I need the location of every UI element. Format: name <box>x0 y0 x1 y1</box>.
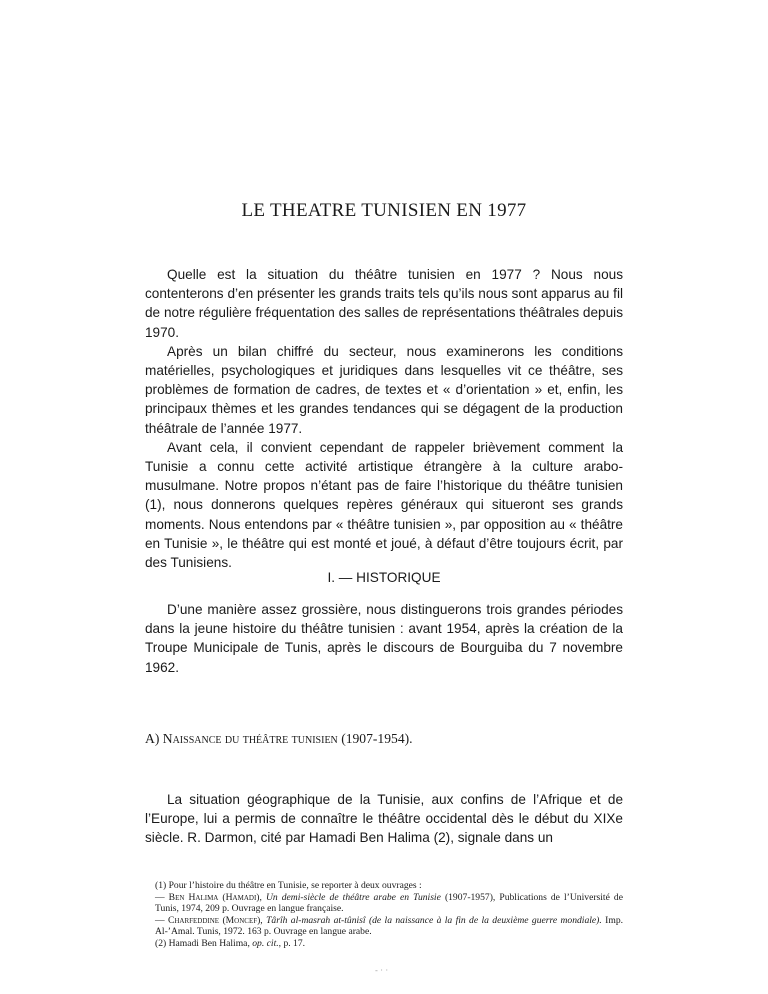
footnote-page: p. 17. <box>283 937 306 949</box>
subsection-paragraph: La situation géographique de la Tunisie, aux confins de l’Afrique et de l’Europe, lui a permis de connaître le théâtre occidental dès le début du XIXe siècle. R. Darmon, cité par Hamadi Ben Halima (2), signale dans un <box>145 792 623 846</box>
footnote-1: (1) Pour l’histoire du théâtre en Tunisie, se reporter à deux ouvrages : <box>155 880 422 891</box>
intro-paragraph: Avant cela, il convient cependant de rappeler brièvement comment la Tunisie a connu cette activité artistique étrangère à la culture arabo-musulmane. Notre propos n’étant pas de faire l’historique du théâtre tunisien (1), nous donnerons quelques repères généraux qui situeront ses grands moments. Nous entendons par « théâtre tunisien », par opposition au « théâtre en Tunisie », le théâtre qui est monté et joué, à défaut d’être toujours écrit, par des Tunisiens. <box>145 439 623 571</box>
footnote-1-ref-a <box>145 892 623 915</box>
section-paragraph: D’une manière assez grossière, nous distinguerons trois grandes périodes dans la jeune histoire du théâtre tunisien : avant 1954, après la création de la Troupe Municipale de Tunis, après le discours de Bourguiba du 7 novembre 1962. <box>145 602 623 675</box>
subsection-text <box>145 790 623 848</box>
intro-paragraph: Quelle est la situation du théâtre tunisien en 1977 ? Nous nous contenterons d’en présenter les grands traits tels qu’ils nous sont apparus au fil de notre régulière fréquentation des salles de représentations théâtrales depuis 1970. <box>145 267 623 340</box>
footnote-1-ref-b <box>145 915 623 938</box>
footnote-book-title: Un demi-siècle de théâtre arabe en Tunisie <box>265 891 441 903</box>
footnote-details: (1907-1957), Publications de l’Université de Tunis, 1974, 209 p. Ouvrage en langue française. <box>155 891 623 915</box>
section-heading: I. — HISTORIQUE <box>327 570 441 585</box>
subsection-dates: (1907-1954). <box>341 731 413 746</box>
footnote-book-title: Târîh al-masrah at-tûnisî (de la naissance à la fin de la deuxième guerre mondiale). <box>266 914 602 926</box>
intro-text <box>145 265 623 572</box>
footnote-2 <box>145 938 623 950</box>
footnote-citation: op. cit., <box>252 937 282 949</box>
footnote-author: — Charfeddine (Moncef), <box>155 914 263 926</box>
scan-mark: - · · <box>375 966 389 975</box>
subsection-title: Naissance du théâtre tunisien <box>162 731 338 746</box>
footnotes <box>145 880 623 950</box>
page-title: LE THEATRE TUNISIEN EN 1977 <box>241 200 527 221</box>
subsection-heading <box>145 731 413 747</box>
subsection-letter: A) <box>145 731 160 746</box>
footnote-author: — Ben Halima (Hamadi), <box>155 891 262 903</box>
section-text <box>145 600 623 677</box>
footnote-author: (2) Hamadi Ben Halima, <box>155 937 250 949</box>
footnote-details: Imp. Al-’Amal. Tunis, 1972. 163 p. Ouvrage en langue arabe. <box>155 914 624 938</box>
intro-paragraph: Après un bilan chiffré du secteur, nous examinerons les conditions matérielles, psychologiques et juridiques dans lesquelles vit ce théâtre, ses problèmes de formation de cadres, de textes et « d’orientation » et, enfin, les principaux thèmes et les grandes tendances qui se dégagent de la production théâtrale de l’année 1977. <box>145 343 623 436</box>
